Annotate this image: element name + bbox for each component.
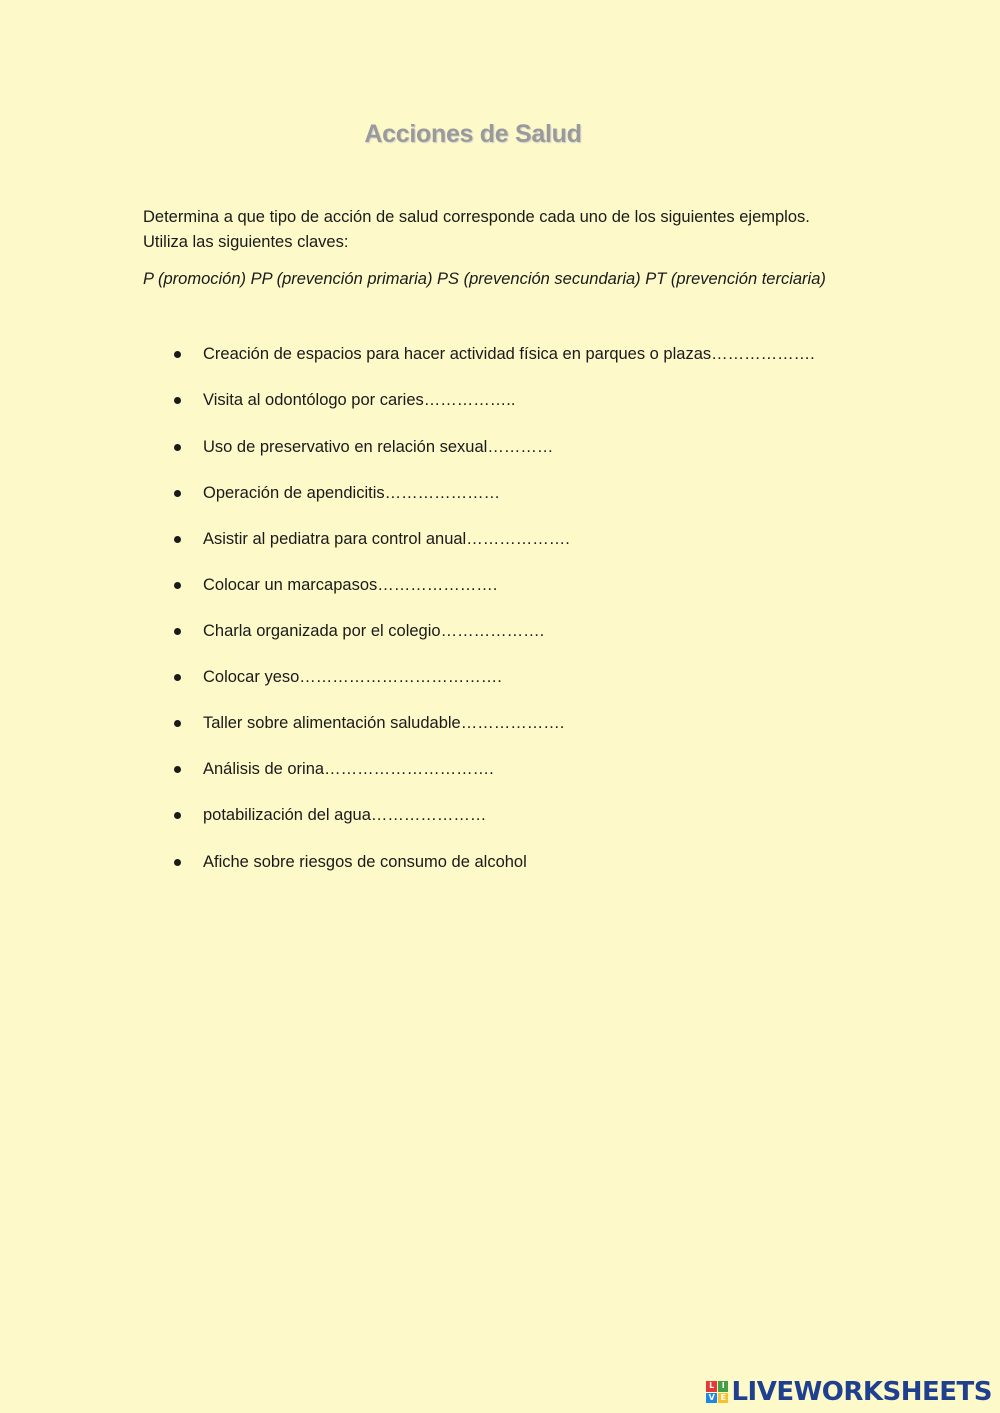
- list-item-text: Visita al odontólogo por caries……………..: [203, 391, 516, 409]
- answer-keys: P (promoción) PP (prevención primaria) PS (prevención secundaria) PT (prevención terciaria): [143, 270, 826, 288]
- logo-text: LIVEWORKSHEETS: [731, 1377, 992, 1407]
- bullet-icon: [174, 720, 181, 727]
- list-item-text: Taller sobre alimentación saludable……………….: [203, 714, 565, 732]
- instructions-line-1: Determina a que tipo de acción de salud corresponde cada uno de los siguientes ejemplos.: [143, 208, 810, 226]
- list-item-text: Uso de preservativo en relación sexual…………: [203, 438, 554, 456]
- list-item: [0, 435, 900, 461]
- list-item-text: Colocar yeso……………………………….: [203, 668, 502, 686]
- list-item-text: Asistir al pediatra para control anual……………….: [203, 530, 570, 548]
- bullet-icon: [174, 536, 181, 543]
- bullet-icon: [174, 766, 181, 773]
- list-item: [0, 388, 900, 414]
- liveworksheets-logo[interactable]: [706, 1377, 992, 1407]
- page-title: Acciones de Salud: [364, 120, 582, 148]
- bullet-icon: [174, 351, 181, 358]
- list-item: [0, 573, 900, 599]
- list-item: [0, 711, 900, 737]
- list-item: [0, 527, 900, 553]
- list-item: [0, 803, 900, 829]
- list-item: [0, 665, 900, 691]
- instructions: [143, 205, 863, 255]
- list-item-text: potabilización del agua…………………: [203, 806, 487, 824]
- list-item-text: Afiche sobre riesgos de consumo de alcohol: [203, 853, 527, 871]
- list-item-text: Colocar un marcapasos………………….: [203, 576, 498, 594]
- logo-cell-e: E: [718, 1393, 729, 1404]
- list-item-text: Charla organizada por el colegio……………….: [203, 622, 545, 640]
- bullet-icon: [174, 674, 181, 681]
- bullet-icon: [174, 812, 181, 819]
- bullet-icon: [174, 582, 181, 589]
- logo-icon: [706, 1381, 728, 1403]
- bullet-icon: [174, 444, 181, 451]
- bullet-icon: [174, 859, 181, 866]
- list-item-text: Análisis de orina………………………….: [203, 760, 494, 778]
- logo-cell-i: I: [718, 1381, 729, 1392]
- list-item: [0, 619, 900, 645]
- bullet-icon: [174, 397, 181, 404]
- list-item: [0, 342, 900, 368]
- list-item: [0, 850, 900, 876]
- list-item-text: Operación de apendicitis…………………: [203, 484, 501, 502]
- logo-cell-v: V: [706, 1393, 717, 1404]
- logo-cell-l: L: [706, 1381, 717, 1392]
- bullet-icon: [174, 490, 181, 497]
- list-item: [0, 481, 900, 507]
- list-item: [0, 757, 900, 783]
- bullet-icon: [174, 628, 181, 635]
- list-item-text: Creación de espacios para hacer actividad física en parques o plazas……………….: [203, 345, 815, 363]
- instructions-line-2: Utiliza las siguientes claves:: [143, 233, 349, 251]
